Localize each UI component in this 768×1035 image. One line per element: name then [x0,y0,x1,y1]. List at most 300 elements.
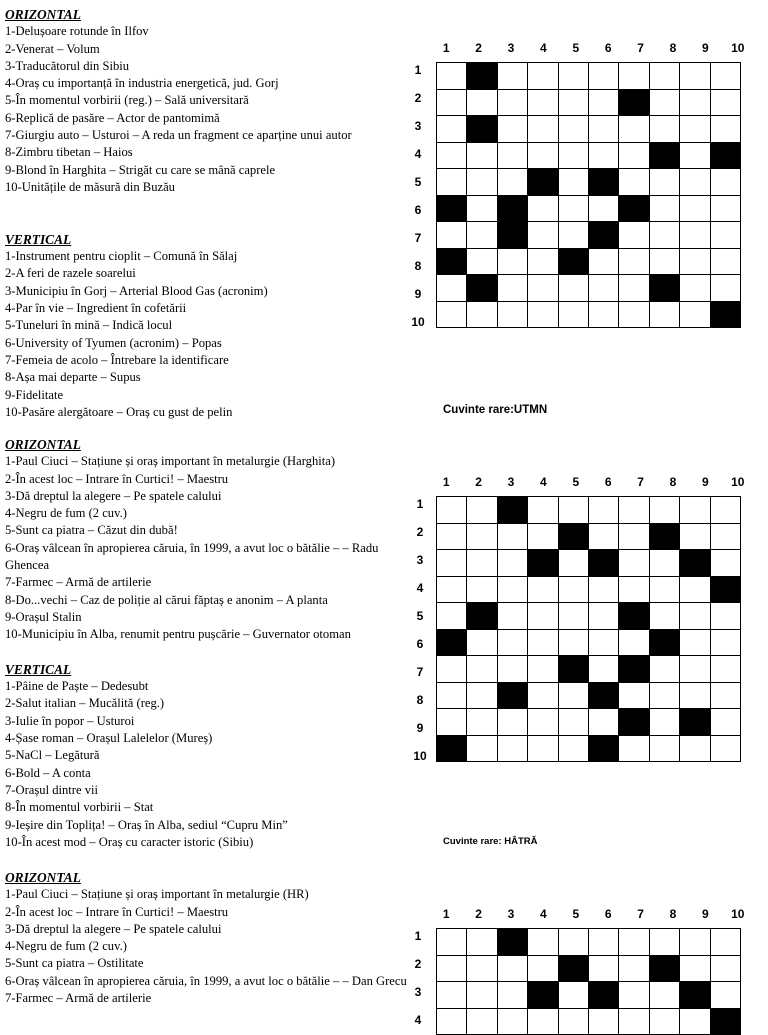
white-cell[interactable] [497,275,527,302]
white-cell[interactable] [649,301,679,328]
white-cell[interactable] [649,682,679,709]
row-number: 4 [416,581,424,595]
white-cell[interactable] [588,523,618,550]
white-cell[interactable] [588,195,618,222]
column-number: 3 [507,41,515,55]
grid-row [437,89,741,116]
white-cell[interactable] [497,301,527,328]
white-cell[interactable] [467,682,497,709]
white-cell[interactable] [528,929,558,956]
white-cell[interactable] [467,955,497,982]
clue-h9: 9-Orașul Stalin [5,609,82,624]
white-cell[interactable] [437,89,467,116]
white-cell[interactable] [467,248,497,275]
white-cell[interactable] [680,929,710,956]
white-cell[interactable] [649,248,679,275]
white-cell[interactable] [710,955,740,982]
white-cell[interactable] [558,576,588,603]
row-number: 6 [416,637,424,651]
white-cell[interactable] [619,629,649,656]
grid-row [437,523,741,550]
white-cell[interactable] [680,1008,710,1035]
white-cell[interactable] [528,195,558,222]
white-cell[interactable] [710,169,740,196]
white-cell[interactable] [528,248,558,275]
white-cell[interactable] [437,301,467,328]
black-cell [467,275,497,302]
white-cell[interactable] [710,523,740,550]
grid-row [437,275,741,302]
black-cell [558,656,588,683]
white-cell[interactable] [649,550,679,577]
white-cell[interactable] [467,222,497,249]
white-cell[interactable] [437,955,467,982]
grid-row [437,1008,741,1035]
white-cell[interactable] [497,982,527,1009]
white-cell[interactable] [467,576,497,603]
white-cell[interactable] [528,955,558,982]
white-cell[interactable] [649,656,679,683]
black-cell [680,550,710,577]
white-cell[interactable] [649,195,679,222]
white-cell[interactable] [649,169,679,196]
white-cell[interactable] [588,929,618,956]
column-number: 6 [604,41,612,55]
white-cell[interactable] [649,982,679,1009]
white-cell[interactable] [588,709,618,736]
white-cell[interactable] [710,89,740,116]
column-number: 7 [637,475,644,489]
clue-v2: 2-A feri de razele soarelui [5,266,136,281]
clue-h2: 2-În acest loc – Intrare în Curtici! – Maestru [5,471,229,486]
white-cell[interactable] [437,275,467,302]
row-number: 3 [416,553,424,567]
grid-row [437,656,741,683]
white-cell[interactable] [619,576,649,603]
white-cell[interactable] [497,656,527,683]
white-cell[interactable] [710,222,740,249]
white-cell[interactable] [558,709,588,736]
white-cell[interactable] [680,116,710,143]
column-number: 4 [540,41,547,55]
row-number: 7 [416,665,424,679]
white-cell[interactable] [619,275,649,302]
white-cell[interactable] [710,735,740,762]
white-cell[interactable] [649,1008,679,1035]
white-cell[interactable] [619,301,649,328]
white-cell[interactable] [588,603,618,630]
clue-v7: 7-Orașul dintre vii [5,782,99,797]
white-cell[interactable] [558,550,588,577]
white-cell[interactable] [528,142,558,169]
white-cell[interactable] [528,1008,558,1035]
white-cell[interactable] [497,89,527,116]
white-cell[interactable] [710,656,740,683]
column-number: 1 [442,907,450,921]
white-cell[interactable] [528,116,558,143]
white-cell[interactable] [680,576,710,603]
white-cell[interactable] [680,142,710,169]
clue-h3: 3-Dă dreptul la alegere – Pe spatele calului [5,488,222,503]
clue-v4: 4-Șase roman – Orașul Lalelelor (Mureș) [5,731,213,746]
white-cell[interactable] [680,63,710,90]
white-cell[interactable] [558,929,588,956]
puzzle-2-horizontal-title: ORIZONTAL [5,437,81,452]
puzzle-2-clues [5,436,410,856]
white-cell[interactable] [558,89,588,116]
white-cell[interactable] [437,1008,467,1035]
white-cell[interactable] [710,275,740,302]
white-cell[interactable] [680,497,710,524]
row-number: 5 [414,175,422,189]
clue-h3: 3-Traducătorul din Sibiu [5,58,130,73]
white-cell[interactable] [528,603,558,630]
column-number: 2 [475,475,482,489]
white-cell[interactable] [680,169,710,196]
white-cell[interactable] [528,709,558,736]
clue-h8: 8-Do...vechi – Caz de poliție al cărui făptaș e anonim – A planta [5,592,328,607]
white-cell[interactable] [619,735,649,762]
black-cell [649,629,679,656]
white-cell[interactable] [588,248,618,275]
white-cell[interactable] [558,497,588,524]
white-cell[interactable] [588,116,618,143]
white-cell[interactable] [710,116,740,143]
clue-v9: 9-Ieșire din Toplița! – Oraș în Alba, sediul “Cupru Min” [5,817,288,832]
white-cell[interactable] [497,955,527,982]
white-cell[interactable] [558,629,588,656]
white-cell[interactable] [619,248,649,275]
white-cell[interactable] [497,629,527,656]
white-cell[interactable] [649,63,679,90]
white-cell[interactable] [497,523,527,550]
row-number: 5 [416,609,424,623]
white-cell[interactable] [558,735,588,762]
white-cell[interactable] [588,497,618,524]
white-cell[interactable] [680,629,710,656]
white-cell[interactable] [680,735,710,762]
white-cell[interactable] [467,301,497,328]
white-cell[interactable] [497,550,527,577]
row-number: 8 [414,259,422,273]
white-cell[interactable] [528,89,558,116]
black-cell [710,576,740,603]
white-cell[interactable] [649,735,679,762]
clue-h7: 7-Farmec – Armă de artilerie [5,991,152,1006]
white-cell[interactable] [467,735,497,762]
column-number: 9 [702,41,709,55]
white-cell[interactable] [680,656,710,683]
grid-row [437,497,741,524]
white-cell[interactable] [467,709,497,736]
white-cell[interactable] [437,497,467,524]
white-cell[interactable] [619,497,649,524]
column-number: 10 [731,907,745,921]
white-cell[interactable] [497,63,527,90]
puzzle-2-vertical-title: VERTICAL [5,661,72,677]
white-cell[interactable] [680,248,710,275]
column-number: 4 [540,907,547,921]
grid-row [437,735,741,762]
grid-row [437,248,741,275]
white-cell[interactable] [680,955,710,982]
white-cell[interactable] [528,629,558,656]
column-number: 4 [540,475,547,489]
column-number: 7 [637,41,644,55]
white-cell[interactable] [710,709,740,736]
clue-h3: 3-Dă dreptul la alegere – Pe spatele calului [5,921,222,936]
white-cell[interactable] [680,275,710,302]
white-cell[interactable] [467,656,497,683]
white-cell[interactable] [619,523,649,550]
white-cell[interactable] [619,929,649,956]
black-cell [588,682,618,709]
row-number: 6 [414,203,422,217]
column-number: 7 [637,907,644,921]
white-cell[interactable] [619,222,649,249]
row-number: 2 [416,525,424,539]
clue-h9: 9-Blond în Harghita – Strigăt cu care se mână caprele [5,162,276,177]
black-cell [497,195,527,222]
row-number: 10 [413,749,427,763]
black-cell [710,142,740,169]
white-cell[interactable] [710,248,740,275]
black-cell [680,709,710,736]
white-cell[interactable] [588,89,618,116]
column-number: 3 [507,475,515,489]
white-cell[interactable] [680,682,710,709]
grid-row [437,603,741,630]
column-number: 5 [572,907,580,921]
white-cell[interactable] [558,682,588,709]
white-cell[interactable] [558,142,588,169]
white-cell[interactable] [710,63,740,90]
black-cell [528,169,558,196]
white-cell[interactable] [558,116,588,143]
clue-h4: 4-Oraș cu importanță în industria energetică, jud. Gorj [5,76,279,91]
white-cell[interactable] [497,603,527,630]
white-cell[interactable] [437,523,467,550]
black-cell [528,550,558,577]
clue-v5: 5-Tuneluri în mină – Indică locul [5,318,173,333]
white-cell[interactable] [467,497,497,524]
white-cell[interactable] [497,1008,527,1035]
white-cell[interactable] [497,248,527,275]
white-cell[interactable] [680,195,710,222]
white-cell[interactable] [588,275,618,302]
grid-row [437,195,741,222]
white-cell[interactable] [619,550,649,577]
clue-h1: 1-Paul Ciuci – Stațiune și oraș important în metalurgie (Harghita) [5,454,336,469]
white-cell[interactable] [528,497,558,524]
black-cell [680,982,710,1009]
white-cell[interactable] [467,142,497,169]
grid-row [437,682,741,709]
white-cell[interactable] [649,497,679,524]
white-cell[interactable] [588,1008,618,1035]
white-cell[interactable] [437,550,467,577]
column-number: 9 [702,475,709,489]
white-cell[interactable] [437,142,467,169]
clue-v5: 5-NaCl – Legătură [5,748,100,763]
black-cell [710,301,740,328]
white-cell[interactable] [588,301,618,328]
white-cell[interactable] [619,955,649,982]
white-cell[interactable] [558,301,588,328]
white-cell[interactable] [437,169,467,196]
grid-row [437,709,741,736]
white-cell[interactable] [680,89,710,116]
white-cell[interactable] [710,682,740,709]
white-cell[interactable] [437,709,467,736]
white-cell[interactable] [497,735,527,762]
black-cell [467,116,497,143]
white-cell[interactable] [497,709,527,736]
white-cell[interactable] [619,142,649,169]
white-cell[interactable] [558,603,588,630]
white-cell[interactable] [649,929,679,956]
clue-v6: 6-University of Tyumen (acronim) – Popas [5,335,222,350]
black-cell [467,603,497,630]
white-cell[interactable] [497,576,527,603]
column-number: 8 [669,475,677,489]
white-cell[interactable] [649,709,679,736]
row-number: 8 [416,693,424,707]
white-cell[interactable] [528,63,558,90]
white-cell[interactable] [467,982,497,1009]
white-cell[interactable] [619,682,649,709]
white-cell[interactable] [558,169,588,196]
white-cell[interactable] [588,656,618,683]
white-cell[interactable] [497,142,527,169]
column-number: 2 [475,41,482,55]
grid-row [437,982,741,1009]
white-cell[interactable] [680,301,710,328]
white-cell[interactable] [467,89,497,116]
white-cell[interactable] [437,929,467,956]
white-cell[interactable] [437,656,467,683]
white-cell[interactable] [588,142,618,169]
white-cell[interactable] [619,116,649,143]
white-cell[interactable] [558,222,588,249]
white-cell[interactable] [437,603,467,630]
puzzle-1-vertical-title: VERTICAL [5,231,72,247]
clue-v1: 1-Instrument pentru cioplit – Comună în Sălaj [5,249,238,264]
white-cell[interactable] [588,629,618,656]
black-cell [710,1008,740,1035]
white-cell[interactable] [649,603,679,630]
white-cell[interactable] [558,63,588,90]
row-number: 9 [416,721,424,735]
white-cell[interactable] [710,497,740,524]
white-cell[interactable] [497,169,527,196]
column-number: 8 [669,41,677,55]
white-cell[interactable] [680,523,710,550]
clue-h6: 6-Oraș vâlcean în apropierea căruia, în 1999, a avut loc o bătălie – – Radu Ghencea [5,540,379,573]
white-cell[interactable] [528,576,558,603]
white-cell[interactable] [467,1008,497,1035]
white-cell[interactable] [649,576,679,603]
column-number: 9 [702,907,709,921]
white-cell[interactable] [619,982,649,1009]
white-cell[interactable] [528,656,558,683]
white-cell[interactable] [710,603,740,630]
white-cell[interactable] [437,116,467,143]
white-cell[interactable] [680,603,710,630]
black-cell [497,929,527,956]
white-cell[interactable] [437,576,467,603]
grid-row [437,169,741,196]
white-cell[interactable] [437,63,467,90]
black-cell [497,497,527,524]
white-cell[interactable] [710,550,740,577]
column-number: 5 [572,41,580,55]
white-cell[interactable] [467,550,497,577]
white-cell[interactable] [528,523,558,550]
white-cell[interactable] [437,982,467,1009]
white-cell[interactable] [588,955,618,982]
white-cell[interactable] [558,1008,588,1035]
white-cell[interactable] [437,682,467,709]
grid-row [437,550,741,577]
white-cell[interactable] [467,629,497,656]
white-cell[interactable] [467,195,497,222]
white-cell[interactable] [649,89,679,116]
white-cell[interactable] [528,682,558,709]
white-cell[interactable] [680,222,710,249]
white-cell[interactable] [528,222,558,249]
clue-h7: 7-Farmec – Armă de artilerie [5,575,152,590]
black-cell [467,63,497,90]
white-cell[interactable] [497,116,527,143]
white-cell[interactable] [467,169,497,196]
white-cell[interactable] [467,523,497,550]
white-cell[interactable] [588,63,618,90]
grid-row [437,116,741,143]
crossword-grid-2 [436,496,741,762]
clue-h2: 2-În acest loc – Intrare în Curtici! – Maestru [5,904,229,919]
white-cell[interactable] [588,576,618,603]
white-cell[interactable] [437,222,467,249]
crossword-grid-3 [436,928,741,1035]
clue-h5: 5-Sunt ca piatra – Ostilitate [5,956,144,971]
grid-row [437,955,741,982]
white-cell[interactable] [710,982,740,1009]
white-cell[interactable] [710,629,740,656]
white-cell[interactable] [710,929,740,956]
white-cell[interactable] [619,63,649,90]
column-number: 1 [442,475,450,489]
white-cell[interactable] [649,116,679,143]
white-cell[interactable] [467,929,497,956]
white-cell[interactable] [619,1008,649,1035]
white-cell[interactable] [558,982,588,1009]
puzzle-3-clues [5,869,410,1024]
white-cell[interactable] [649,222,679,249]
row-number: 4 [414,1013,422,1027]
white-cell[interactable] [558,195,588,222]
crossword-grid-1 [436,62,741,328]
black-cell [588,222,618,249]
clue-h10: 10-Municipiu în Alba, renumit pentru pușcărie – Guvernator otoman [5,627,351,642]
white-cell[interactable] [528,301,558,328]
row-number: 4 [414,147,422,161]
white-cell[interactable] [528,275,558,302]
white-cell[interactable] [528,735,558,762]
white-cell[interactable] [710,195,740,222]
white-cell[interactable] [619,169,649,196]
white-cell[interactable] [558,275,588,302]
